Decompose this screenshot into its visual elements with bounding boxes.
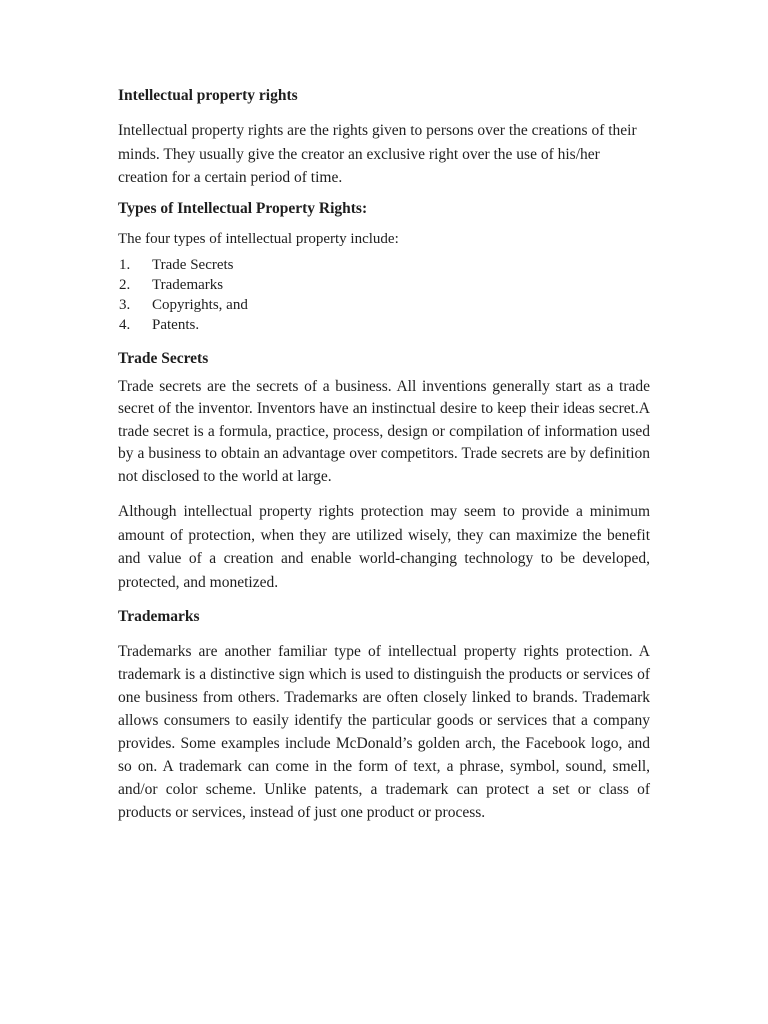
intro-paragraph: Intellectual property rights are the rights given to persons over the creations of their minds. They usually give the creator an exclusive right over the use of his/her creation for a certain period of time. [118,122,637,186]
types-intro: The four types of intellectual property include: [118,230,399,247]
list-item-number: 3. [119,296,131,313]
list-item [118,315,650,335]
list-item-text: Trade Secrets [152,256,234,273]
trademarks-heading: Trademarks [118,608,200,625]
list-item-number: 4. [119,316,131,333]
list-item-text: Copyrights, and [152,296,248,313]
trade-secrets-paragraph-1: Trade secrets are the secrets of a business. All inventions generally start as a trade secret of the inventor. Inventors have an instinctual desire to keep their ideas secret.A trade secret is a formula, practice, process, design or compilation of information used by a business to obtain an advantage over competitors. Trade secrets are by definition not disclosed to the world at large. [118,377,650,485]
trademarks-paragraph: Trademarks are another familiar type of intellectual property rights protection. A trademark is a distinctive sign which is used to distinguish the products or services of one business from others. Trademarks are often closely linked to brands. Trademark allows consumers to easily identify the particular goods or services that a company provides. Some examples include McDonald’s golden arch, the Facebook logo, and so on. A trademark can come in the form of text, a phrase, symbol, sound, smell, and/or color scheme. Unlike patents, a trademark can protect a set or class of products or services, instead of just one product or process. [118,643,650,821]
list-item-text: Patents. [152,316,200,333]
types-list [118,255,650,335]
trade-secrets-paragraph-2: Although intellectual property rights protection may seem to provide a minimum amount of protection, when they are utilized wisely, they can maximize the benefit and value of a creation and enable world-changing technology to be developed, protected, and monetized. [118,503,650,591]
list-item-text: Trademarks [152,276,224,293]
document-title: Intellectual property rights [118,87,298,104]
list-item [118,255,650,275]
list-item [118,275,650,295]
document-page [118,86,650,824]
trade-secrets-heading: Trade Secrets [118,349,209,367]
list-item [118,295,650,315]
list-item-number: 1. [119,256,131,273]
list-item-number: 2. [119,276,131,293]
types-heading: Types of Intellectual Property Rights: [118,199,368,217]
